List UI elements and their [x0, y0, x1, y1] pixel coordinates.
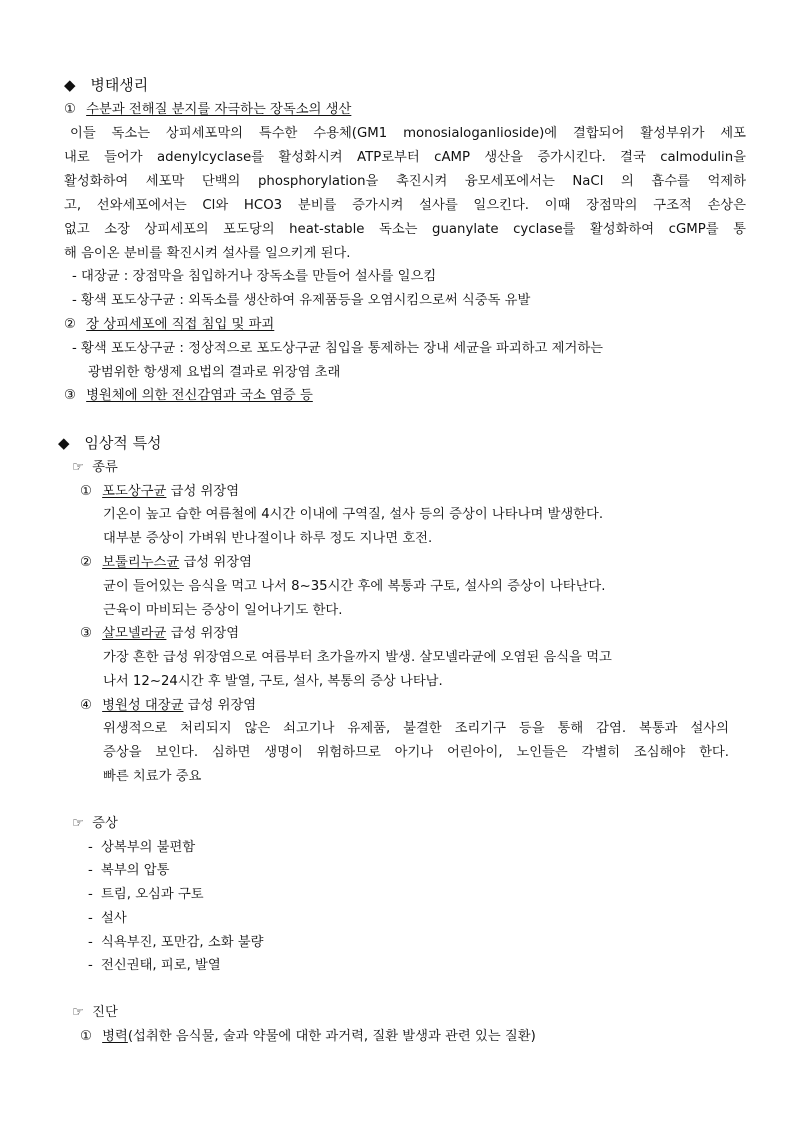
- bullet-line: - 황색 포도상구균 : 외독소를 생산하여 유제품등을 오염시킴으로써 식중독 유발: [72, 293, 531, 308]
- item-title: 병원체에 의한 전신감염과 국소 염증 등: [86, 388, 313, 403]
- type-desc-line: 가장 흔한 급성 위장염으로 여름부터 초가을까지 발생. 살모넬라균에 오염된 음식을 먹고: [103, 650, 612, 665]
- pathogen-name: 병원성 대장균: [102, 698, 184, 713]
- numbered-item-3: [64, 387, 313, 405]
- subheading-symptoms: [72, 815, 118, 833]
- type-item-3: [80, 625, 239, 643]
- subheading-label: 증상: [92, 816, 118, 831]
- item-suffix: 급성 위장염: [166, 484, 240, 499]
- paragraph-line: 이들 독소는 상피세포막의 특수한 수용체(GM1 monosialoganlioside)에 결합되어 활성부위가 세포: [70, 126, 746, 141]
- item-title: 장 상피세포에 직접 침입 및 파괴: [86, 317, 275, 332]
- bullet-continuation: 광범위한 항생제 요법의 결과로 위장염 초래: [88, 365, 341, 380]
- paragraph-line: 활성화하여 세포막 단백의 phosphorylation을 촉진시켜 융모세포에서는 NaCl 의 흡수를 억제하: [64, 174, 746, 189]
- type-desc-line: 증상을 보인다. 심하면 생명이 위험하므로 아기나 어린아이, 노인들은 각별히 조심해야 한다.: [103, 745, 729, 760]
- diamond-icon: ◆: [58, 434, 70, 452]
- symptom-item: - 설사: [88, 911, 127, 926]
- type-desc-line: 기온이 높고 습한 여름철에 4시간 이내에 구역질, 설사 등의 증상이 나타나며 발생한다.: [103, 507, 604, 522]
- type-desc-line: 근육이 마비되는 증상이 일어나기도 한다.: [103, 603, 343, 618]
- section-title: 병태생리: [90, 76, 149, 94]
- pathogen-name: 살모넬라균: [102, 626, 167, 641]
- item-number: ①: [80, 1029, 92, 1044]
- symptom-item: - 상복부의 불편함: [88, 840, 196, 855]
- subheading-label: 진단: [92, 1005, 118, 1020]
- numbered-item-2: [64, 316, 274, 334]
- paragraph-line: 고, 선와세포에서는 Cl와 HCO3 분비를 증가시켜 설사를 일으킨다. 이때 장점막의 구조적 손상은: [64, 198, 746, 213]
- item-title: 수분과 전해질 분지를 자극하는 장독소의 생산: [86, 102, 352, 117]
- type-desc-line: 위생적으로 처리되지 않은 쇠고기나 유제품, 불결한 조리기구 등을 통해 감염. 복통과 설사의: [103, 721, 729, 736]
- item-suffix: 급성 위장염: [166, 626, 240, 641]
- item-number: ③: [80, 626, 92, 641]
- section-heading-pathophysiology: [64, 76, 148, 94]
- item-suffix: 급성 위장염: [183, 698, 257, 713]
- pointing-hand-icon: ☞: [72, 460, 84, 475]
- section-title: 임상적 특성: [84, 434, 162, 452]
- paragraph-line: 해 음이온 분비를 확진시켜 설사를 일으키게 된다.: [64, 246, 351, 261]
- paragraph-line: 내로 들어가 adenylcyclase를 활성화시켜 ATP로부터 cAMP 생산을 증가시킨다. 결국 calmodulin을: [64, 150, 746, 165]
- item-suffix: 급성 위장염: [179, 555, 252, 570]
- subheading-label: 종류: [92, 460, 118, 475]
- item-number: ②: [64, 317, 76, 332]
- subheading-types: [72, 459, 118, 477]
- item-number: ③: [64, 388, 76, 403]
- bullet-line: - 황색 포도상구균 : 정상적으로 포도상구균 침입을 통제하는 장내 세균을 파괴하고 제거하는: [72, 341, 604, 356]
- diagnosis-detail: (섭취한 음식물, 술과 약물에 대한 과거력, 질환 발생과 관련 있는 질환): [127, 1029, 536, 1044]
- section-heading-clinical: [58, 434, 162, 452]
- diagnosis-name: 병력: [102, 1029, 128, 1044]
- item-number: ①: [80, 484, 92, 499]
- item-number: ②: [80, 555, 92, 570]
- type-desc-line: 나서 12~24시간 후 발열, 구토, 설사, 복통의 증상 나타남.: [103, 674, 443, 689]
- type-item-1: [80, 483, 239, 501]
- symptom-item: - 전신권태, 피로, 발열: [88, 958, 221, 973]
- bullet-line: - 대장균 : 장점막을 침입하거나 장독소를 만들어 설사를 일으킴: [72, 269, 437, 284]
- pathogen-name: 보툴리누스균: [102, 555, 180, 570]
- diagnosis-item-1: [80, 1028, 536, 1046]
- diamond-icon: ◆: [64, 76, 76, 94]
- type-desc-line: 대부분 증상이 가벼워 반나절이나 하루 정도 지나면 호전.: [103, 531, 433, 546]
- type-desc-line: 균이 들어있는 음식을 먹고 나서 8~35시간 후에 복통과 구토, 설사의 증상이 나타난다.: [103, 579, 606, 594]
- symptom-item: - 트림, 오심과 구토: [88, 887, 204, 902]
- pointing-hand-icon: ☞: [72, 1005, 84, 1020]
- type-desc-line: 빠른 치료가 중요: [103, 769, 202, 784]
- paragraph-line: 없고 소장 상피세포의 포도당의 heat-stable 독소는 guanylate cyclase를 활성화하여 cGMP를 통: [64, 222, 746, 237]
- type-item-2: [80, 554, 252, 572]
- pointing-hand-icon: ☞: [72, 816, 84, 831]
- pathogen-name: 포도상구균: [102, 484, 167, 499]
- item-number: ①: [64, 102, 76, 117]
- symptom-item: - 복부의 압통: [88, 863, 170, 878]
- type-item-4: [80, 697, 256, 715]
- item-number: ④: [80, 698, 92, 713]
- subheading-diagnosis: [72, 1004, 118, 1022]
- numbered-item-1: [64, 101, 351, 119]
- symptom-item: - 식욕부진, 포만감, 소화 불량: [88, 935, 264, 950]
